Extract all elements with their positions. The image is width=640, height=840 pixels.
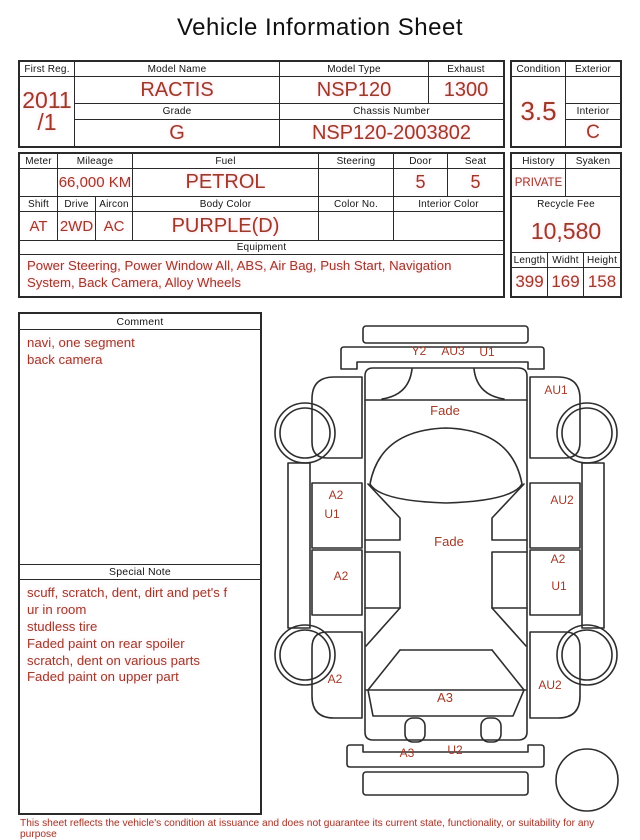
first-reg-year: 2011 [22,86,72,113]
car-diagram-svg [266,312,640,815]
left-front-fender-shape [312,377,362,458]
left-door-sill [365,552,400,608]
damage-label-au2-rf: AU2 [550,493,574,507]
specs-table [18,152,505,298]
body-color-value: PURPLE(D) [133,212,319,241]
equipment-value: Power Steering, Power Window All, ABS, Air Bag, Push Start, Navigation System, Back Camera, Alloy Wheels [27,258,452,291]
identity-table [18,60,505,148]
exterior-label: Exterior [566,62,620,77]
damage-label-a3-hood: A3 [437,690,453,705]
left-headlamp-shape [405,718,425,742]
damage-label-y2: Y2 [411,344,427,358]
model-type-value: NSP120 [280,77,429,104]
aircon-value: AC [96,212,133,241]
car-damage-diagram [266,312,640,815]
damage-label-au2-rwheel: AU2 [538,678,562,692]
rear-glass-curve-left [382,369,412,399]
special-note-line: studless tire [27,618,98,634]
left-b-pillar-step [365,484,400,540]
recycle-fee-value: 10,580 [512,211,620,253]
syaken-value [566,169,620,197]
right-b-pillar-step [492,484,527,540]
right-c-pillar-line [492,608,526,646]
windshield-right-line [492,650,524,690]
comment-line: navi, one segment [27,335,135,350]
width-value: 169 [548,268,584,296]
chassis-value: NSP120-2003802 [311,121,471,144]
comment-line: back camera [27,351,103,367]
recycle-fee-label: Recycle Fee [537,198,595,210]
right-rear-wheel-inner [562,630,612,680]
width-label: Widht [548,253,584,268]
right-door-sill [492,552,527,608]
left-front-wheel [275,403,335,463]
model-name-value: RACTIS [75,77,280,104]
damage-label-u1-lf: U1 [324,507,340,521]
history-label: History [512,154,566,169]
car-body-outline [365,368,527,740]
special-note-line: Faded paint on rear spoiler [27,635,185,651]
condition-table [510,60,622,148]
first-reg-label: First Reg. [20,62,75,77]
exhaust-label: Exhaust [429,62,503,77]
damage-label-fade-roof: Fade [434,534,464,549]
door-value: 5 [394,169,448,197]
color-no-value [319,212,394,241]
right-rear-wheel [557,625,617,685]
damage-label-au3: AU3 [441,344,465,358]
height-value: 158 [587,272,617,291]
damage-label-a2-lf: A2 [328,488,344,502]
first-reg-month: /1 [37,108,57,135]
meter-value [20,169,58,197]
mileage-label: Mileage [58,154,133,169]
history-value: PRIVATE [512,169,566,197]
damage-label-fade-rear: Fade [430,403,460,418]
model-type-label: Model Type [280,62,429,77]
shift-label: Shift [20,197,58,212]
right-rocker-strip [582,463,604,628]
condition-value: 3.5 [512,77,566,146]
mileage-value: 66,000 KM [58,169,133,197]
first-reg-value [20,77,75,146]
special-note-line: Faded paint on upper part [27,669,179,685]
roof-glass-shape [370,428,522,503]
fuel-label: Fuel [133,154,319,169]
special-note-line: scratch, dent on various parts [27,652,200,668]
rear-spoiler-shape [363,326,528,343]
front-lower-bar-shape [363,772,528,795]
height-label: Height [584,253,620,268]
damage-label-u1-rear: U1 [479,345,495,359]
condition-label: Condition [512,62,566,77]
left-c-pillar-line [366,608,400,646]
drive-value: 2WD [58,212,96,241]
steering-value [319,169,394,197]
comment-text [20,332,260,372]
length-label: Length [512,253,548,268]
history-fee-table [510,152,622,298]
damage-label-au1: AU1 [544,383,568,397]
syaken-label: Syaken [566,154,620,169]
seat-label: Seat [448,154,503,169]
right-headlamp-shape [481,718,501,742]
page-title: Vehicle Information Sheet [176,14,463,41]
left-rear-wheel [275,625,335,685]
special-note-text [20,582,260,689]
spare-wheel [556,749,618,811]
length-value: 399 [512,268,548,296]
notes-panel [18,312,262,815]
disclaimer-text: This sheet reflects the vehicle's condition at issuance and does not guarantee its current state, functionality, or suitability for any purpose [20,818,595,840]
shift-value: AT [20,212,58,241]
left-front-wheel-inner [280,408,330,458]
interior-label: Interior [566,104,620,120]
rear-glass-curve-right [474,369,504,399]
exhaust-value: 1300 [429,77,503,104]
seat-value: 5 [448,169,503,197]
meter-label: Meter [20,154,58,169]
color-no-label: Color No. [319,197,394,212]
grade-value: G [75,120,280,146]
right-front-wheel-inner [562,408,612,458]
fuel-value: PETROL [133,169,319,197]
interior-color-label: Interior Color [394,197,503,212]
aircon-label: Aircon [96,197,133,212]
comment-header: Comment [20,314,260,330]
damage-label-a3-front: A3 [399,746,415,760]
damage-label-u2-front: U2 [447,743,463,757]
special-note-line: ur in room [27,601,87,617]
damage-label-a2-lwheel: A2 [327,672,343,686]
equipment-label: Equipment [20,241,503,255]
steering-label: Steering [319,154,394,169]
left-rocker-strip [288,463,310,628]
exterior-value [566,77,620,104]
right-front-wheel [557,403,617,463]
drive-label: Drive [58,197,96,212]
front-bumper-shape [347,745,544,767]
damage-label-u1-rr: U1 [551,579,567,593]
grade-label: Grade [75,104,280,120]
chassis-label: Chassis Number [280,104,503,120]
left-rear-wheel-inner [280,630,330,680]
damage-label-a2-lr: A2 [333,569,349,583]
special-note-line: scuff, scratch, dent, dirt and pet's f [27,585,228,600]
interior-color-value [394,212,503,241]
interior-value: C [586,122,600,143]
windshield-left-line [368,650,400,690]
body-color-label: Body Color [133,197,319,212]
special-note-header: Special Note [20,564,260,580]
damage-label-a2-rr: A2 [550,552,566,566]
door-label: Door [394,154,448,169]
model-name-label: Model Name [75,62,280,77]
